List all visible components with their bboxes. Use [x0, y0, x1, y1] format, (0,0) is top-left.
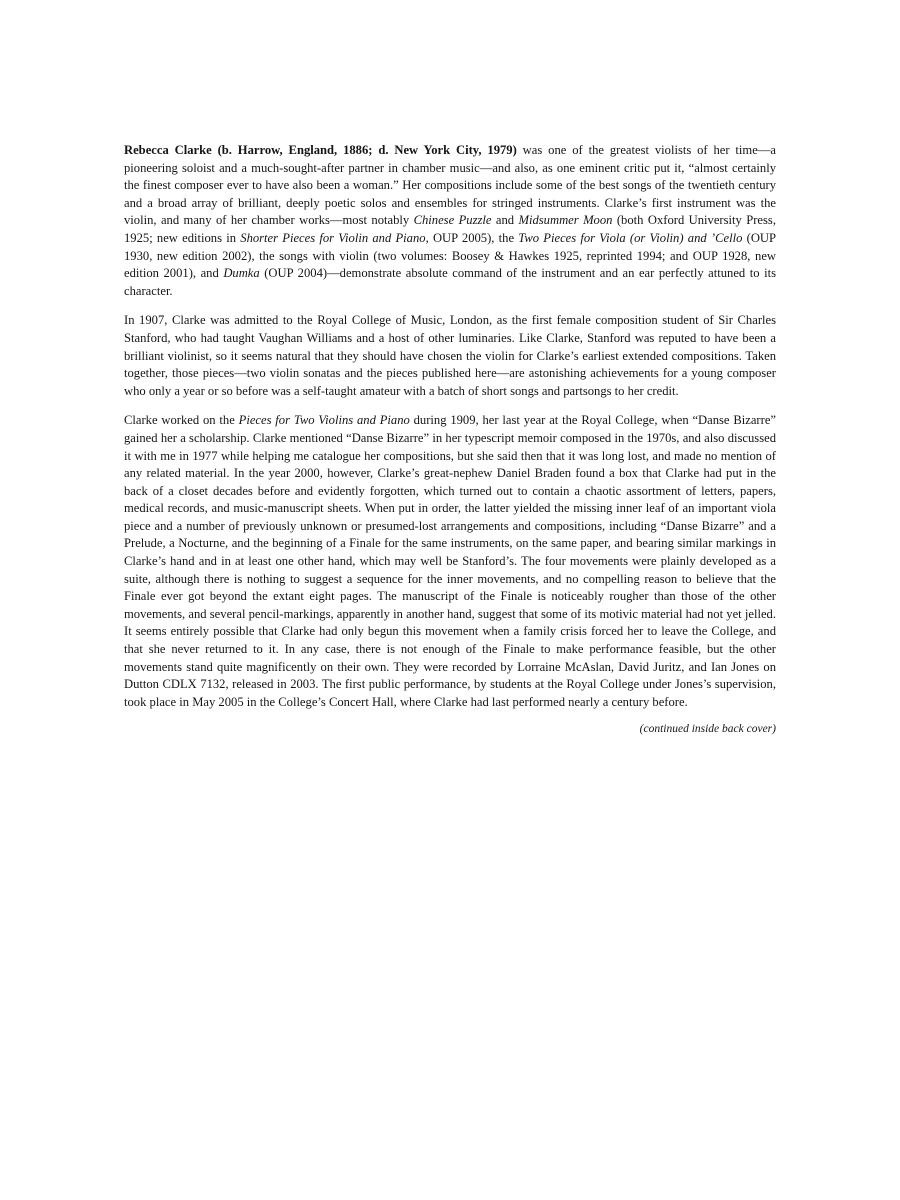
work-title: Midsummer Moon	[518, 213, 613, 228]
paragraph-royal-college: In 1907, Clarke was admitted to the Royal College of Music, London, as the first female composition student of Sir Charles Stanford, who had taught Vaughan Williams and a host of other luminaries. Like Clarke, Stanford was reputed to have been a brilliant violinist, so it seems natural that they should have chosen the violin for Clarke’s earliest extended compositions. Taken together, those pieces—two violin sonatas and the pieces published here—are astonishing achievements for a young composer who only a year or so before was a self-taught amateur with a batch of short songs and partsongs to her credit.	[124, 313, 776, 398]
document-page	[124, 142, 776, 735]
paragraph-pieces-history: Clarke worked on the Pieces for Two Violins and Piano during 1909, her last year at the Royal College, when “Danse Bizarre” gained her a scholarship. Clarke mentioned “Danse Bizarre” in her typescript memoir composed in the 1970s, and also discussed it with me in 1977 while helping me catalogue her compositions, but she said then that it was long lost, and made no mention of any related material. In the year 2000, however, Clarke’s great-nephew Daniel Braden found a box that Clarke had put in the back of a closet decades before and evidently forgotten, which turned out to contain a chaotic assortment of letters, papers, medical records, and music-manuscript sheets. When put in order, the latter yielded the missing inner leaf of an important viola piece and a number of previously unknown or presumed-lost arrangements and compositions, including “Danse Bizarre” and a Prelude, a Nocturne, and the beginning of a Finale for the same instruments, on the same paper, and bearing similar markings in Clarke’s hand and in at least one other hand, which may well be Stanford’s. The four movements were plainly developed as a suite, although there is nothing to suggest a sequence for the inner movements, and no compelling reason to believe that the Finale ever got beyond the extant eight pages. The manuscript of the Finale is noticeably rougher than those of the other movements, and several pencil-markings, apparently in another hand, suggest that some of its motivic material had not yet jelled. It seems entirely possible that Clarke had only begun this movement when a family crisis forced her to leave the College, and that she never returned to it. In any case, there is not enough of the Finale to make performance feasible, but the other movements stand quite magnificently on their own. They were recorded by Lorraine McAslan, David Juritz, and Ian Jones on Dutton CDLX 7132, released in 2003. The first public performance, by students at the Royal College under Jones’s supervision, took place in May 2005 in the College’s Concert Hall, where Clarke had last performed nearly a century before.	[124, 413, 776, 709]
work-title: Pieces for Two Violins and Piano	[238, 413, 410, 428]
bio-lead: Rebecca Clarke (b. Harrow, England, 1886; d. New York City, 1979)	[124, 143, 517, 157]
work-title: Dumka	[223, 266, 260, 281]
paragraph-biography: Rebecca Clarke (b. Harrow, England, 1886; d. New York City, 1979) was one of the greatest violists of her time—a pioneering soloist and a much-sought-after partner in chamber music—and also, as one eminent critic put it, “almost certainly the finest composer ever to have also been a woman.” Her compositions include some of the best songs of the twentieth century and a broad array of brilliant, deeply poetic solos and ensembles for stringed instruments. Clarke’s first instrument was the violin, and many of her chamber works—most notably Chinese Puzzle and Midsummer Moon (both Oxford University Press, 1925; new editions in Shorter Pieces for Violin and Piano, OUP 2005), the Two Pieces for Viola (or Violin) and ’Cello (OUP 1930, new edition 2002), the songs with violin (two volumes: Boosey & Hawkes 1925, reprinted 1994; and OUP 1928, new edition 2001), and Dumka (OUP 2004)—demonstrate absolute command of the instrument and an ear perfectly attuned to its character.	[124, 143, 777, 298]
work-title: Two Pieces for Viola (or Violin) and ’Cello	[518, 230, 743, 245]
continued-note: (continued inside back cover)	[639, 723, 776, 736]
work-title: Shorter Pieces for Violin and Piano	[240, 230, 426, 245]
work-title: Chinese Puzzle	[413, 213, 492, 228]
